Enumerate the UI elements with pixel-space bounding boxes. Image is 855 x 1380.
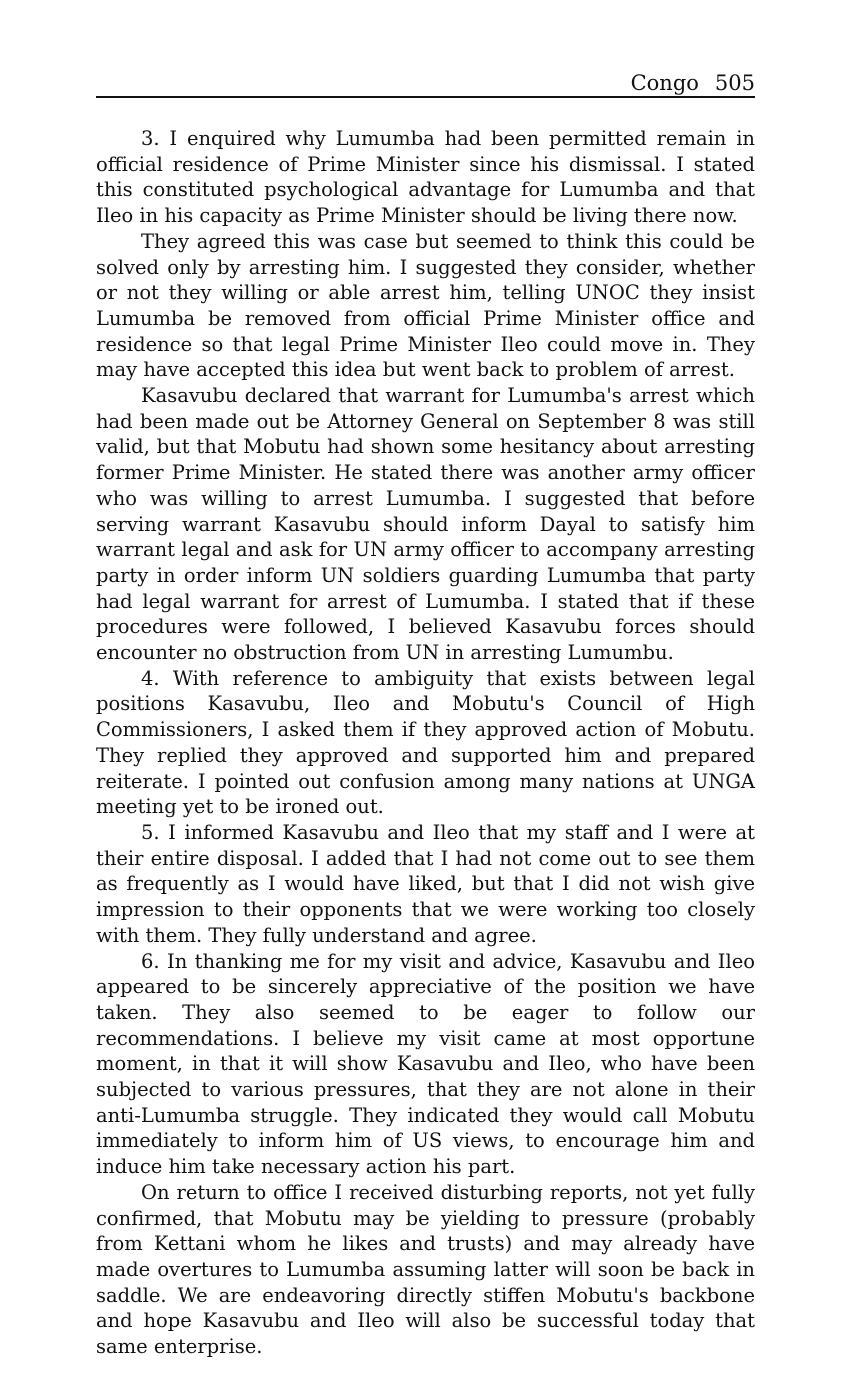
- paragraph-6-thanking: 6. In thanking me for my visit and advice, Kasavubu and Ileo appeared to be sincerely appreciative of the position we have taken. They also seemed to be eager to follow our recommendations. I believe my visit came at most opportune moment, in that it will show Kasavubu and Ileo, who have been subjected to various pressures, that they are not alone in their anti-Lumumba struggle. They indicated they would call Mobutu immediately to inform him of US views, to encourage him and induce him take necessary action his part.: [96, 949, 755, 1179]
- running-head-section: Congo: [630, 71, 699, 95]
- paragraph-arrest-discussion: They agreed this was case but seemed to think this could be solved only by arresting him. I suggested they consider, whether or not they willing or able arrest him, telling UNOC they insist Lumumba be removed from official Prime Minister office and residence so that legal Prime Minister Ileo could move in. They may have accepted this idea but went back to problem of arrest.: [96, 229, 755, 382]
- paragraph-warrant: Kasavubu declared that warrant for Lumumba's arrest which had been made out be Attorney General on September 8 was still valid, but that Mobutu had shown some hesitancy about arresting former Prime Minister. He stated there was another army officer who was willing to arrest Lumumba. I suggested that before serving warrant Kasavubu should inform Dayal to satisfy him warrant legal and ask for UN army officer to accompany arresting party in order inform UN soldiers guarding Lumumba that party had legal warrant for arrest of Lumumba. I stated that if these procedures were followed, I believed Kasavubu forces should encounter no obstruction from UN in arresting Lumumbu.: [96, 384, 755, 665]
- paragraph-4-legal-positions: 4. With reference to ambiguity that exists between legal positions Kasavubu, Ileo and Mobutu's Council of High Commissioners, I asked them if they approved action of Mobutu. They replied they approved and supported him and prepared reiterate. I pointed out confusion among many nations at UNGA meeting yet to be ironed out.: [96, 666, 755, 819]
- paragraph-return-to-office: On return to office I received disturbing reports, not yet fully confirmed, that Mobutu may be yielding to pressure (probably from Kettani whom he likes and trusts) and may already have made overtures to Lumumba assuming latter will soon be back in saddle. We are endeavoring directly stiffen Mobutu's backbone and hope Kasavubu and Ileo will also be successful today that same enterprise.: [96, 1180, 755, 1359]
- document-page: [96, 70, 755, 1360]
- paragraph-3-official-residence: 3. I enquired why Lumumba had been permitted remain in official residence of Prime Minister since his dismissal. I stated this constituted psychological advantage for Lumumba and that Ileo in his capacity as Prime Minister should be living there now.: [96, 127, 755, 228]
- running-head: [96, 70, 755, 98]
- body-text: [96, 126, 755, 1360]
- page-number: 505: [714, 71, 755, 95]
- paragraph-5-staff-disposal: 5. I informed Kasavubu and Ileo that my staff and I were at their entire disposal. I added that I had not come out to see them as frequently as I would have liked, but that I did not wish give impression to their opponents that we were working too closely with them. They fully understand and agree.: [96, 820, 755, 947]
